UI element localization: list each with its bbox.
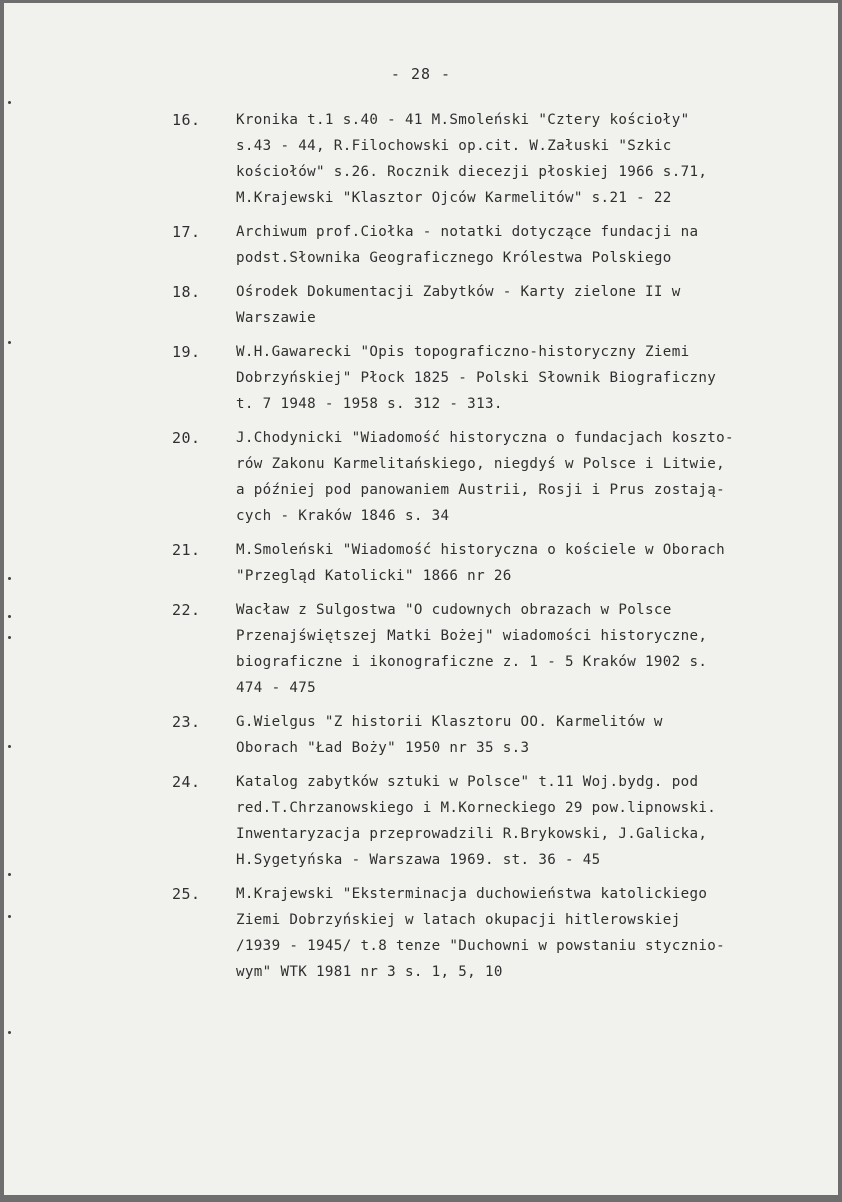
margin-speck [8, 873, 11, 876]
footnote-text [236, 425, 734, 529]
footnote-text [236, 279, 681, 331]
footnote-line: "Przegląd Katolicki" 1866 nr 26 [236, 568, 512, 584]
footnote-line: Dobrzyńskiej" Płock 1825 - Polski Słownik Biograficzny [236, 370, 717, 386]
footnote-number: 18. [172, 283, 201, 301]
page-number: - 28 - [390, 65, 452, 83]
footnote-line: wym" WTK 1981 nr 3 s. 1, 5, 10 [236, 964, 503, 980]
footnote-line: kościołów" s.26. Rocznik diecezji płoskiej 1966 s.71, [236, 164, 708, 180]
footnote-text [236, 107, 707, 211]
footnote-line: Wacław z Sulgostwa "O cudownych obrazach w Polsce [236, 602, 672, 618]
footnote-line: Warszawie [236, 310, 317, 326]
footnote-number: 25. [172, 885, 201, 903]
footnote-line: s.43 - 44, R.Filochowski op.cit. W.Załuski "Szkic [236, 138, 672, 154]
footnote-line: Kronika t.1 s.40 - 41 M.Smoleński "Cztery kościoły" [236, 112, 690, 128]
footnote-line: Oborach "Ład Boży" 1950 nr 35 s.3 [236, 740, 530, 756]
footnote-number: 21. [172, 541, 201, 559]
footnote-text [236, 537, 725, 589]
footnote-number: 19. [172, 343, 201, 361]
footnote-line: M.Krajewski "Eksterminacja duchowieństwa katolickiego [236, 886, 708, 902]
footnote-line: J.Chodynicki "Wiadomość historyczna o fundacjach koszto- [236, 430, 734, 446]
footnote-line: Ziemi Dobrzyńskiej w latach okupacji hitlerowskiej [236, 912, 681, 928]
footnote-line: W.H.Gawarecki "Opis topograficzno-historyczny Ziemi [236, 344, 690, 360]
margin-speck [8, 577, 11, 580]
footnote-line: rów Zakonu Karmelitańskiego, niegdyś w Polsce i Litwie, [236, 456, 726, 472]
footnote-number: 23. [172, 713, 201, 731]
footnote-line: t. 7 1948 - 1958 s. 312 - 313. [236, 396, 503, 412]
margin-speck [8, 341, 11, 344]
footnote-line: 474 - 475 [236, 680, 317, 696]
footnote-number: 24. [172, 773, 201, 791]
footnote-line: M.Krajewski "Klasztor Ojców Karmelitów" s.21 - 22 [236, 190, 672, 206]
footnote-number: 20. [172, 429, 201, 447]
footnote-line: cych - Kraków 1846 s. 34 [236, 508, 450, 524]
footnote-line: Ośrodek Dokumentacji Zabytków - Karty zielone II w [236, 284, 681, 300]
footnote-line: Archiwum prof.Ciołka - notatki dotyczące fundacji na [236, 224, 699, 240]
document-page [4, 3, 838, 1195]
footnote-line: H.Sygetyńska - Warszawa 1969. st. 36 - 45 [236, 852, 601, 868]
margin-speck [8, 745, 11, 748]
footnote-line: M.Smoleński "Wiadomość historyczna o kościele w Oborach [236, 542, 726, 558]
footnote-text [236, 881, 725, 985]
footnote-text [236, 769, 716, 873]
footnote-line: podst.Słownika Geograficznego Królestwa Polskiego [236, 250, 672, 266]
margin-speck [8, 915, 11, 918]
footnote-line: Inwentaryzacja przeprowadzili R.Brykowski, J.Galicka, [236, 826, 708, 842]
footnote-number: 17. [172, 223, 201, 241]
footnote-line: Przenajświętszej Matki Bożej" wiadomości historyczne, [236, 628, 708, 644]
footnote-number: 22. [172, 601, 201, 619]
margin-speck [8, 615, 11, 618]
footnote-text [236, 219, 698, 271]
footnote-line: red.T.Chrzanowskiego i M.Korneckiego 29 pow.lipnowski. [236, 800, 717, 816]
footnote-line: G.Wielgus "Z historii Klasztoru OO. Karmelitów w [236, 714, 663, 730]
footnote-number: 16. [172, 111, 201, 129]
footnote-line: /1939 - 1945/ t.8 tenze "Duchowni w powstaniu stycznio- [236, 938, 726, 954]
footnote-text [236, 597, 707, 701]
margin-speck [8, 101, 11, 104]
footnote-line: biograficzne i ikonograficzne z. 1 - 5 Kraków 1902 s. [236, 654, 708, 670]
footnote-text [236, 709, 663, 761]
footnote-line: a później pod panowaniem Austrii, Rosji i Prus zostają- [236, 482, 726, 498]
footnote-text [236, 339, 716, 417]
margin-speck [8, 1031, 11, 1034]
margin-speck [8, 636, 11, 639]
footnote-line: Katalog zabytków sztuki w Polsce" t.11 Woj.bydg. pod [236, 774, 699, 790]
